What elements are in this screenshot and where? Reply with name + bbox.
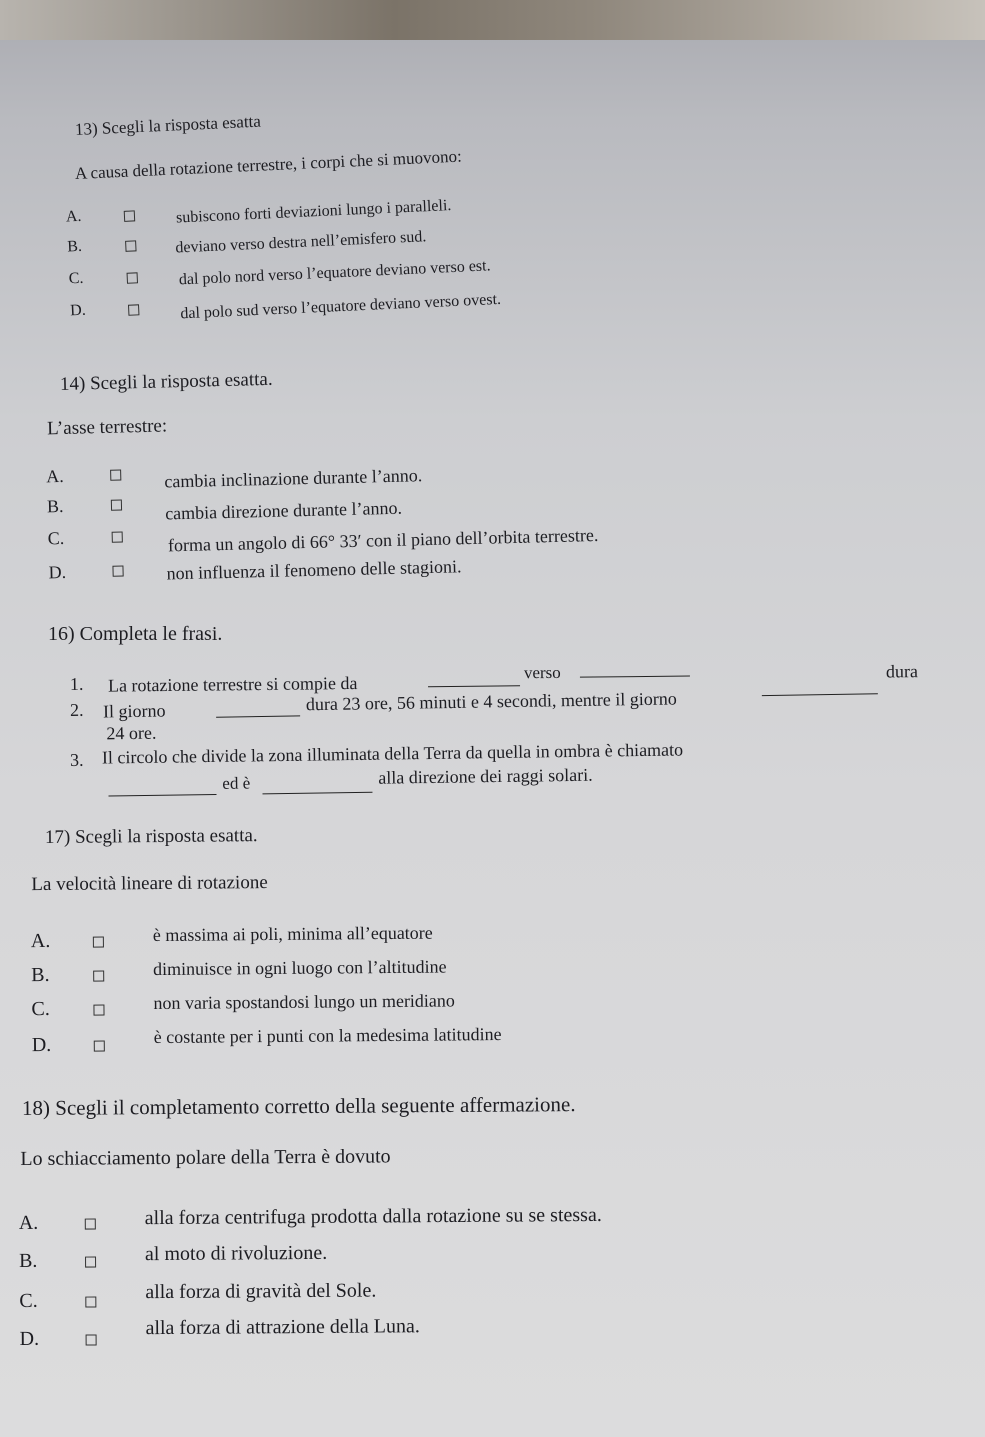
option-letter: C. — [31, 997, 50, 1021]
option-letter: A. — [65, 207, 82, 226]
option-letter: A. — [18, 1211, 39, 1235]
option-letter: A. — [45, 465, 64, 487]
option-letter: D. — [31, 1033, 52, 1057]
sentence-2-number: 2. — [69, 699, 84, 720]
option-text: non influenza il fenomeno delle stagioni. — [166, 556, 462, 584]
question-17-option-d[interactable] — [31, 1024, 652, 1057]
option-text: non varia spostandosi lungo un meridiano — [153, 990, 455, 1014]
option-text: è costante per i punti con la medesima latitudine — [153, 1024, 502, 1048]
question-17-intro: La velocità lineare di rotazione — [31, 872, 268, 896]
checkbox[interactable] — [85, 1296, 96, 1307]
question-17-option-a[interactable] — [30, 922, 631, 953]
question-14-intro: L’asse terrestre: — [46, 415, 168, 440]
checkbox[interactable] — [93, 970, 104, 981]
option-text: dal polo sud verso l’equatore deviano verso ovest. — [180, 290, 502, 323]
question-18-option-d[interactable] — [19, 1315, 700, 1351]
option-letter: A. — [30, 929, 51, 953]
checkbox[interactable] — [86, 1334, 97, 1345]
option-text: al moto di rivoluzione. — [144, 1241, 328, 1266]
question-17-option-b[interactable] — [31, 956, 631, 987]
blank-3b[interactable] — [262, 792, 372, 795]
sentence-2-text-a: Il giorno — [102, 700, 166, 722]
question-16-title: 16) Completa le frasi. — [48, 623, 223, 645]
checkbox[interactable] — [85, 1218, 96, 1229]
question-18-option-c[interactable] — [19, 1279, 699, 1313]
option-letter: B. — [18, 1249, 38, 1273]
sentence-3-text-b: ed è — [222, 773, 251, 793]
blank-3a[interactable] — [108, 794, 216, 797]
option-letter: D. — [69, 301, 87, 320]
blank-2a[interactable] — [216, 715, 300, 717]
sentence-2-text-c: 24 ore. — [106, 722, 157, 744]
checkbox[interactable] — [125, 240, 136, 251]
option-text: forma un angolo di 66° 33′ con il piano dell’orbita terrestre. — [167, 524, 599, 556]
option-letter: D. — [19, 1327, 40, 1351]
question-13-title: 13) Scegli la risposta esatta — [74, 111, 262, 139]
option-text: deviano verso destra nell’emisfero sud. — [175, 228, 427, 257]
blank-1a[interactable] — [428, 685, 520, 687]
option-text: cambia inclinazione durante l’anno. — [164, 465, 423, 492]
question-14-option-a[interactable] — [45, 451, 686, 492]
option-letter: C. — [47, 527, 65, 549]
checkbox[interactable] — [111, 500, 122, 511]
option-letter: B. — [66, 237, 83, 256]
blank-1b[interactable] — [580, 676, 690, 678]
blank-2b[interactable] — [762, 693, 878, 696]
sentence-2-text-b: dura 23 ore, 56 minuti e 4 secondi, mentre il giorno — [305, 688, 677, 715]
sentence-1-text-a: La rotazione terrestre si compie da — [107, 672, 358, 696]
option-text: cambia direzione durante l’anno. — [164, 497, 403, 524]
sentence-3-number: 3. — [69, 749, 84, 770]
option-letter: D. — [48, 561, 67, 583]
option-text: alla forza di attrazione della Luna. — [145, 1315, 420, 1340]
checkbox[interactable] — [128, 304, 139, 315]
option-text: diminuisce in ogni luogo con l’altitudine — [153, 956, 447, 980]
question-18-title: 18) Scegli il completamento corretto della seguente affermazione. — [21, 1092, 576, 1120]
question-17-option-c[interactable] — [31, 990, 631, 1021]
checkbox[interactable] — [85, 1256, 96, 1267]
checkbox[interactable] — [112, 566, 123, 577]
sentence-3-text-a: Il circolo che divide la zona illuminata della Terra da quella in ombra è chiamato — [101, 739, 684, 768]
question-18-option-b[interactable] — [18, 1241, 699, 1273]
checkbox[interactable] — [110, 470, 121, 481]
sentence-1-text-b: verso — [523, 662, 561, 683]
sentence-1-number: 1. — [69, 673, 84, 694]
checkbox[interactable] — [127, 272, 138, 283]
option-letter: C. — [19, 1289, 38, 1313]
question-18-intro: Lo schiacciamento polare della Terra è dovuto — [20, 1145, 391, 1171]
option-text: alla forza di gravità del Sole. — [145, 1279, 377, 1304]
sentence-3-text-c: alla direzione dei raggi solari. — [378, 764, 593, 788]
question-18-option-a[interactable] — [18, 1203, 699, 1235]
checkbox[interactable] — [124, 210, 135, 221]
option-letter: B. — [46, 495, 64, 517]
question-14-title: 14) Scegli la risposta esatta. — [59, 368, 273, 395]
option-letter: B. — [31, 963, 50, 987]
question-17-title: 17) Scegli la risposta esatta. — [44, 825, 258, 848]
sentence-1-text-c: dura — [885, 661, 918, 682]
checkbox[interactable] — [93, 1004, 104, 1015]
option-text: alla forza centrifuga prodotta dalla rotazione su se stessa. — [144, 1203, 602, 1230]
option-text: è massima ai poli, minima all’equatore — [152, 922, 433, 946]
photo-top-edge — [0, 0, 985, 40]
question-13-intro: A causa della rotazione terrestre, i corpi che si muovono: — [74, 146, 463, 184]
checkbox[interactable] — [93, 936, 104, 947]
option-text: dal polo nord verso l’equatore deviano verso est. — [178, 257, 491, 289]
checkbox[interactable] — [112, 532, 123, 543]
question-13-option-a[interactable] — [65, 183, 625, 227]
option-letter: C. — [68, 269, 84, 288]
option-text: subiscono forti deviazioni lungo i paralleli. — [175, 197, 452, 227]
checkbox[interactable] — [94, 1040, 105, 1051]
